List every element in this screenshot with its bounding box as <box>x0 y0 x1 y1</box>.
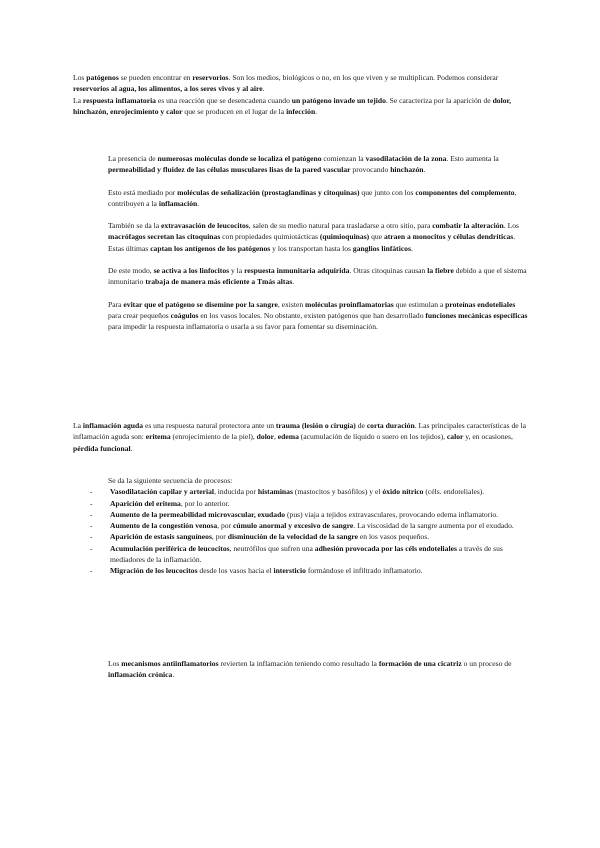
acute-section <box>73 420 528 454</box>
intro-section <box>73 72 528 117</box>
bold-term: dolor <box>256 432 274 442</box>
text-run: con propiedades quimiotácticas <box>220 232 320 242</box>
text-run: . Esto aumenta la <box>446 154 499 163</box>
bold-term: captan los antígenos de los patógenos <box>150 243 271 253</box>
vasodilation-paragraph <box>108 153 528 176</box>
text-run: (acumulación de líquido o suero en los tejidos), <box>298 432 447 442</box>
text-run: . Se caracteriza por la aparición de <box>385 95 493 105</box>
text-run: , salen de su medio natural para trasladarse a otro sitio, para <box>248 221 433 231</box>
closing-section <box>108 658 528 681</box>
text-run: . <box>423 165 426 175</box>
text-run: La <box>73 95 83 105</box>
process-step <box>90 565 528 576</box>
text-run: La <box>73 421 83 430</box>
bullet-dash: - <box>90 509 93 519</box>
text-run: . Los <box>503 221 519 231</box>
text-run: Los <box>73 73 87 82</box>
bold-term: edema <box>277 432 299 442</box>
text-run: formándose el infiltrado inflamatorio. <box>305 566 423 576</box>
bold-term: ganglios linfáticos <box>352 243 411 253</box>
bold-term: formación de una cicatriz <box>378 659 462 668</box>
text-run: , neutrófilos que sufren una <box>229 543 315 553</box>
signaling-paragraph <box>108 187 528 210</box>
process-list <box>90 486 528 576</box>
text-run: (mastocitos y basófilos) y el <box>292 487 383 497</box>
bold-term: combatir la alteración <box>432 221 504 231</box>
text-run: Para <box>108 299 124 309</box>
pathogens-paragraph <box>73 72 528 95</box>
anti-inflammatory-paragraph <box>108 658 528 681</box>
process-step <box>90 509 528 520</box>
bold-term: un patógeno invade un tejido <box>291 95 386 105</box>
bold-term: reservorios <box>192 73 229 82</box>
bold-term: Migración de los leucocitos <box>110 566 198 576</box>
bold-term: extravasación de leucocitos <box>161 221 249 231</box>
bold-term: histaminas <box>257 487 293 497</box>
bold-term: pérdida funcional <box>73 443 131 453</box>
bold-term: Aumento de la permeabilidad microvascular, exudado <box>110 509 286 519</box>
bullet-dash: - <box>90 543 93 553</box>
text-run: . <box>262 84 265 94</box>
text-run: en los vasos pequeños. <box>357 532 430 542</box>
acute-inflammation-paragraph <box>73 420 528 454</box>
bold-term: adhesión provocada por las céls endoteliales <box>314 543 457 553</box>
text-run: que se producen en el lugar de la <box>182 106 287 116</box>
bold-term: Aparición del eritema <box>110 498 181 508</box>
bold-term: hinchazón <box>390 165 424 175</box>
bold-term: Acumulación periférica de leucocitos <box>110 543 230 553</box>
text-run: es una reacción que se desencadena cuando <box>155 95 292 105</box>
bold-term: eritema <box>145 432 171 442</box>
bullet-dash: - <box>90 521 93 531</box>
text-run: Los <box>108 659 122 668</box>
text-run: (enrojecimiento de la piel), <box>170 432 257 442</box>
text-run: , contribuyen a la <box>108 187 517 208</box>
text-run: y los transportan hasta los <box>270 243 353 253</box>
bold-term: la fiebre <box>427 266 454 276</box>
text-run: , por lo anterior. <box>180 498 230 508</box>
bold-term: trauma (lesión o cirugía) <box>275 421 356 430</box>
bold-term: inflamación crónica <box>108 670 173 680</box>
text-run: También se da la <box>108 221 162 231</box>
sequence-intro: Se da la siguiente secuencia de procesos: <box>108 476 233 485</box>
bold-term: respuesta inmunitaria adquirida <box>244 266 350 276</box>
bold-term: infección <box>286 106 316 116</box>
bold-term: numerosas moléculas donde se localiza el patógeno <box>157 154 322 163</box>
text-run: Esto está mediado por <box>108 187 178 197</box>
text-run: se pueden encontrar en <box>118 73 193 82</box>
bold-term: moléculas proinflamatorias <box>305 299 394 309</box>
bold-term: se activa a los linfocitos <box>153 266 230 276</box>
text-run: , existen <box>277 299 306 309</box>
text-run: para crear pequeños <box>108 310 171 320</box>
process-step <box>90 486 528 497</box>
bullet-dash: - <box>90 532 93 542</box>
text-run: . <box>197 198 200 208</box>
inflammatory-response-paragraph <box>73 95 528 118</box>
text-run: De este modo, <box>108 266 154 276</box>
text-run: , <box>273 432 278 442</box>
bold-term: respuesta inflamatoria <box>82 95 156 105</box>
bullet-dash: - <box>90 566 93 576</box>
text-run: comienzan la <box>321 154 366 163</box>
bold-term: disminución de la velocidad de la sangre <box>227 532 358 542</box>
text-run: . <box>292 277 295 287</box>
text-run: que junto con los <box>359 187 416 197</box>
text-run: . <box>172 670 175 680</box>
text-run: es una respuesta natural protectora ante un <box>143 421 276 430</box>
bold-term: evitar que el patógeno se disemine por la sangre <box>123 299 278 309</box>
text-run: y, en ocasiones, <box>463 432 513 442</box>
text-run: . Otras citoquinas causan <box>349 266 428 276</box>
bold-term: componentes del complemento <box>415 187 515 197</box>
text-run: provocando <box>350 165 391 175</box>
bold-term: dolor, hinchazón, enrojecimiento y calor <box>73 95 512 116</box>
bold-term: moléculas de señalización (prostaglandinas y citoquinas) <box>177 187 360 197</box>
text-run: . Son los medios, biológicos o no, en los que viven y se multiplican. Podemos considerar <box>228 73 499 82</box>
text-run: desde los vasos hacia el <box>197 566 274 576</box>
text-run: . Las principales características de la inflamación aguda son: <box>73 421 527 442</box>
bold-term: Vasodilatación capilar y arterial <box>110 487 214 497</box>
extravasation-paragraph <box>108 220 528 254</box>
text-run: . La viscosidad de la sangre aumenta por el exudado. <box>353 521 514 531</box>
bold-term: inflamación aguda <box>82 421 144 430</box>
bold-term: proteínas endoteliales <box>445 299 516 309</box>
bold-term: inflamación <box>158 198 198 208</box>
bold-term: corta duración <box>366 421 415 430</box>
text-run: . <box>315 106 318 116</box>
bold-term: (quimioquinas) <box>319 232 370 242</box>
bold-term: patógenos <box>86 73 119 82</box>
text-run: La presencia de <box>108 154 158 163</box>
bold-term: trabaja de manera más eficiente a Tmás altas <box>145 277 293 287</box>
bold-term: óxido nítrico <box>382 487 424 497</box>
text-run: revierten la inflamación teniendo como resultado la <box>218 659 379 668</box>
dissemination-paragraph <box>108 299 528 333</box>
bullet-dash: - <box>90 487 93 497</box>
text-run: . <box>130 443 133 453</box>
process-step <box>90 531 528 542</box>
bold-term: atraen a monocitos y células dendríticas <box>383 232 514 242</box>
bold-term: intersticio <box>273 566 306 576</box>
bold-term: permeabilidad y fluidez de las células musculares lisas de la pared vascular <box>108 165 351 175</box>
text-run: de <box>355 421 367 430</box>
bold-term: Aumento de la congestión venosa <box>110 521 218 531</box>
text-run: y la <box>229 266 245 276</box>
text-run: para impedir la respuesta inflamatoria o usarla a su favor para fomentar su diseminación. <box>108 322 378 332</box>
text-run: (pus) viaja a tejidos extravasculares, provocando edema inflamatorio. <box>285 509 499 519</box>
text-run: , inducida por <box>214 487 258 497</box>
text-run: que <box>369 232 384 242</box>
process-step <box>90 520 528 531</box>
bold-term: funciones mecánicas específicas <box>425 310 528 320</box>
text-run: en los vasos locales. No obstante, existen patógenos que han desarrollado <box>198 310 426 320</box>
text-run: o un proceso de <box>461 659 512 668</box>
sequence-section <box>90 475 528 577</box>
text-run: a través de sus mediadores de la inflamación. <box>110 543 503 565</box>
bold-term: coágulos <box>170 310 199 320</box>
bullet-dash: - <box>90 498 93 508</box>
text-run: . Estas últimas <box>108 232 516 253</box>
process-step <box>90 498 528 509</box>
bold-term: calor <box>446 432 464 442</box>
bold-term: cúmulo anormal y excesivo de sangre <box>233 521 354 531</box>
text-run: (céls. endoteliales). <box>423 487 485 497</box>
bold-term: mecanismos antiinflamatorios <box>121 659 219 668</box>
mechanism-section <box>108 153 528 333</box>
bold-term: macrófagos secretan las citoquinas <box>108 232 221 242</box>
lymphocyte-paragraph <box>108 265 528 288</box>
bold-term: vasodilatación de la zona <box>365 154 447 163</box>
text-run: , por <box>211 532 228 542</box>
text-run: debido a que el sistema inmunitario <box>108 266 527 287</box>
bold-term: Aparición de estasis sanguíneos <box>110 532 212 542</box>
text-run: , por <box>217 521 233 531</box>
process-step <box>90 543 528 566</box>
text-run: que estimulan a <box>393 299 446 309</box>
bold-term: reservorios al agua, los alimentos, a los seres vivos y al aire <box>73 84 263 94</box>
text-run: . <box>410 243 413 253</box>
